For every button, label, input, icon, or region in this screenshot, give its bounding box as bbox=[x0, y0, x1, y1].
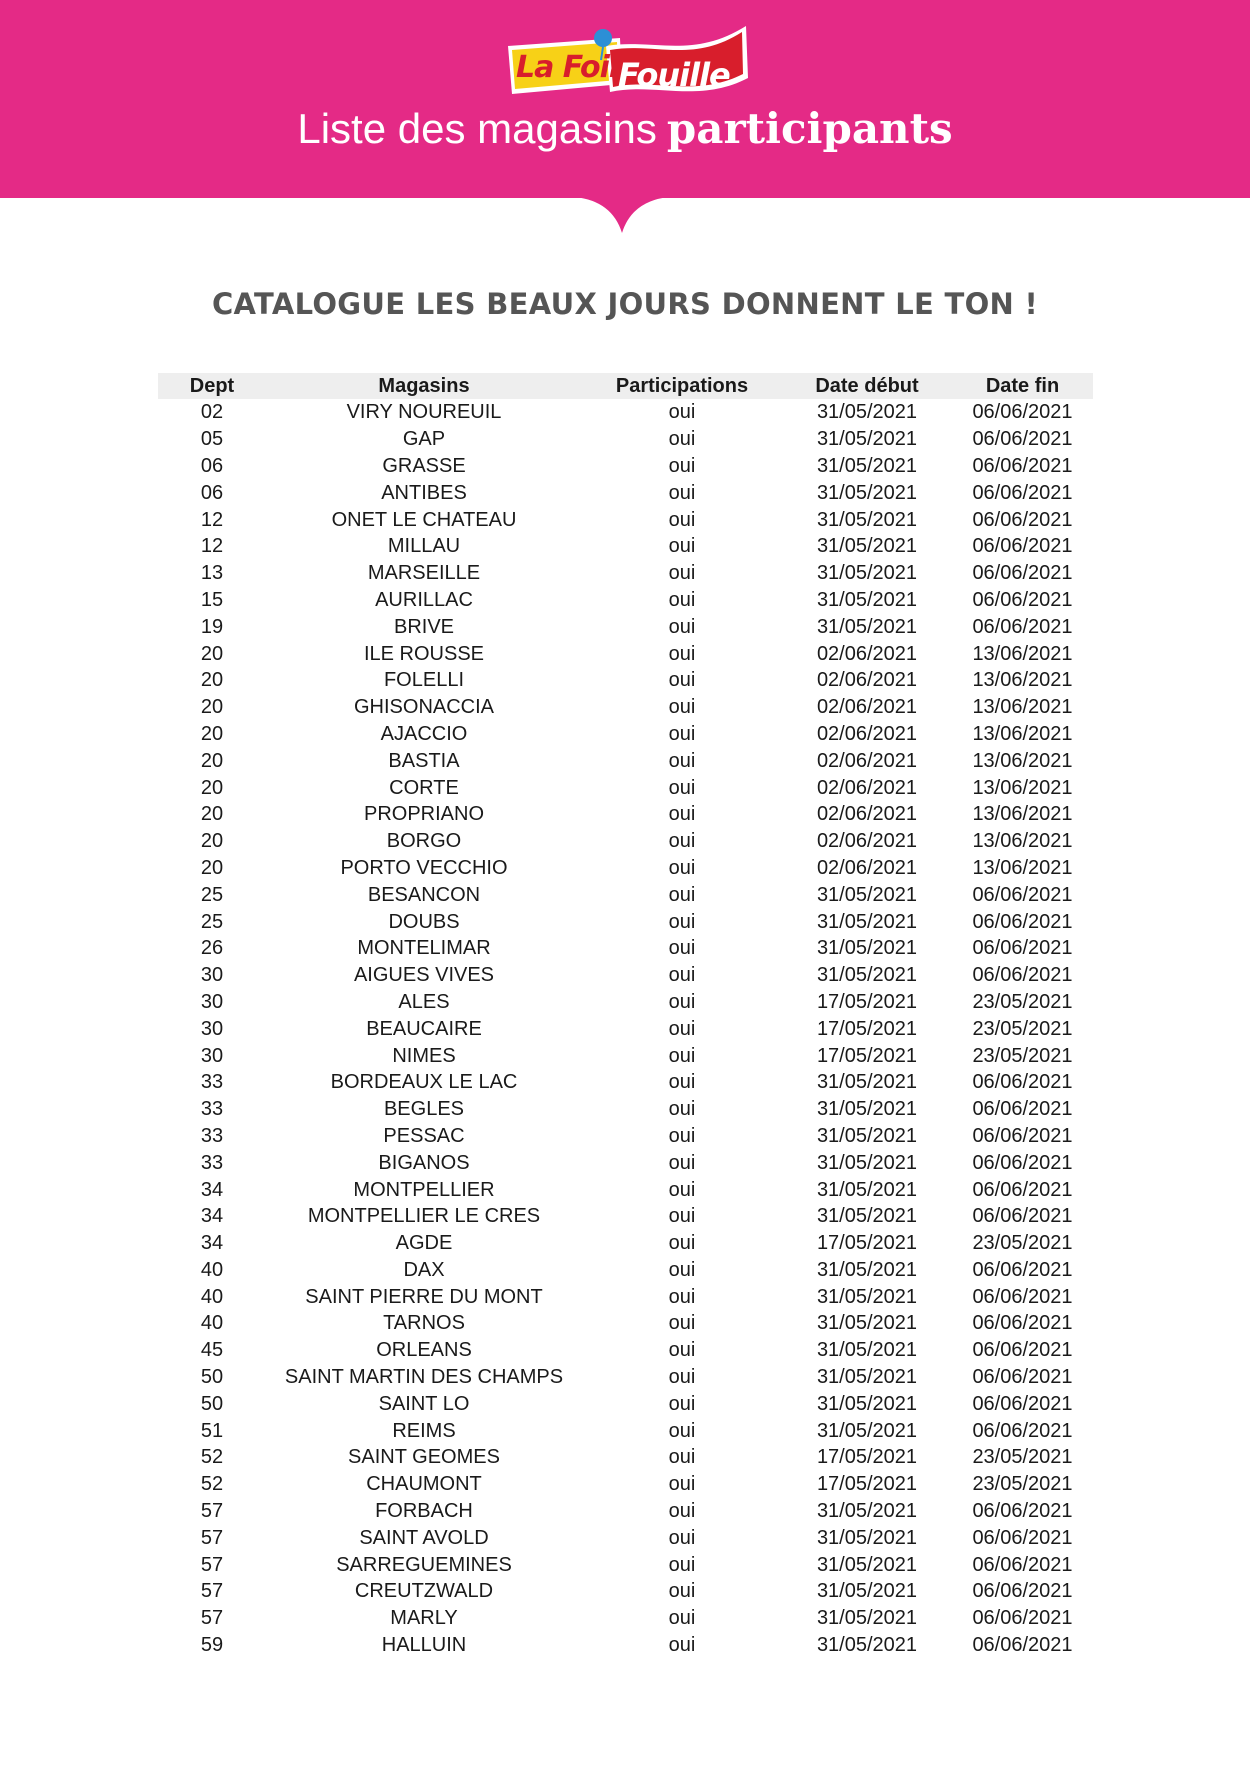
store-name-cell: MARLY bbox=[390, 1607, 458, 1630]
dept-cell: 30 bbox=[200, 1017, 224, 1040]
participation-cell: oui bbox=[668, 1098, 696, 1121]
banner-title-bold: participants bbox=[666, 104, 953, 153]
dept-cell: 20 bbox=[200, 803, 224, 826]
table-row bbox=[158, 506, 1093, 533]
end-date-cell: 06/06/2021 bbox=[972, 481, 1073, 504]
participation-cell: oui bbox=[668, 508, 696, 531]
participation-cell: oui bbox=[668, 1258, 696, 1281]
table-row bbox=[158, 774, 1093, 801]
start-date-cell: 31/05/2021 bbox=[816, 1500, 918, 1523]
participation-cell: oui bbox=[668, 615, 696, 638]
end-date-cell: 06/06/2021 bbox=[972, 615, 1073, 638]
table-row bbox=[158, 828, 1093, 855]
participation-cell: oui bbox=[668, 722, 696, 745]
participation-cell: oui bbox=[668, 830, 696, 853]
start-date-cell: 31/05/2021 bbox=[816, 910, 918, 933]
start-date-cell: 02/06/2021 bbox=[816, 642, 918, 665]
store-name-cell: GHISONACCIA bbox=[353, 696, 495, 719]
store-name-cell: ALES bbox=[398, 990, 450, 1013]
dept-cell: 05 bbox=[200, 428, 224, 451]
dept-cell: 40 bbox=[200, 1312, 224, 1335]
participation-cell: oui bbox=[668, 1526, 696, 1549]
store-name-cell: FOLELLI bbox=[383, 669, 465, 692]
end-date-cell: 06/06/2021 bbox=[972, 1285, 1073, 1308]
dept-cell: 15 bbox=[200, 588, 224, 611]
table-row bbox=[158, 1310, 1093, 1337]
store-name-cell: HALLUIN bbox=[381, 1634, 467, 1657]
participation-cell: oui bbox=[668, 1446, 696, 1469]
banner-title-light: Liste des magasins bbox=[297, 105, 657, 152]
dept-cell: 02 bbox=[200, 401, 224, 424]
dept-cell: 52 bbox=[200, 1446, 224, 1469]
start-date-cell: 31/05/2021 bbox=[816, 1071, 918, 1094]
end-date-cell: 23/05/2021 bbox=[972, 990, 1073, 1013]
start-date-cell: 31/05/2021 bbox=[816, 588, 918, 611]
end-date-cell: 13/06/2021 bbox=[972, 856, 1073, 879]
start-date-cell: 31/05/2021 bbox=[816, 535, 918, 558]
dept-cell: 40 bbox=[200, 1258, 224, 1281]
end-date-cell: 06/06/2021 bbox=[972, 1500, 1073, 1523]
start-date-cell: 31/05/2021 bbox=[816, 1178, 918, 1201]
table-row bbox=[158, 1337, 1093, 1364]
store-name-cell: SAINT LO bbox=[378, 1392, 470, 1415]
end-date-cell: 06/06/2021 bbox=[972, 1124, 1073, 1147]
end-date-cell: 23/05/2021 bbox=[972, 1017, 1073, 1040]
store-name-cell: BORDEAUX LE LAC bbox=[330, 1071, 518, 1094]
store-name-cell: NIMES bbox=[392, 1044, 456, 1067]
end-date-cell: 06/06/2021 bbox=[972, 588, 1073, 611]
start-date-cell: 02/06/2021 bbox=[816, 803, 918, 826]
participation-cell: oui bbox=[668, 964, 696, 987]
table-row bbox=[158, 1605, 1093, 1632]
start-date-cell: 02/06/2021 bbox=[816, 856, 918, 879]
dept-cell: 26 bbox=[200, 937, 224, 960]
table-row bbox=[158, 721, 1093, 748]
participation-cell: oui bbox=[668, 937, 696, 960]
start-date-cell: 31/05/2021 bbox=[816, 937, 918, 960]
start-date-cell: 31/05/2021 bbox=[816, 1553, 918, 1576]
dept-cell: 57 bbox=[200, 1607, 224, 1630]
end-date-cell: 06/06/2021 bbox=[972, 1178, 1073, 1201]
table-row bbox=[158, 1123, 1093, 1150]
start-date-cell: 02/06/2021 bbox=[816, 749, 918, 772]
start-date-cell: 31/05/2021 bbox=[816, 508, 918, 531]
store-name-cell: SARREGUEMINES bbox=[336, 1553, 512, 1576]
table-row bbox=[158, 453, 1093, 480]
dept-cell: 57 bbox=[200, 1526, 224, 1549]
participation-cell: oui bbox=[668, 1285, 696, 1308]
table-row bbox=[158, 694, 1093, 721]
store-name-cell: PORTO VECCHIO bbox=[340, 856, 508, 879]
col-header-magasins: Magasins bbox=[378, 374, 470, 397]
end-date-cell: 06/06/2021 bbox=[972, 964, 1073, 987]
end-date-cell: 06/06/2021 bbox=[972, 1071, 1073, 1094]
start-date-cell: 31/05/2021 bbox=[816, 1151, 918, 1174]
store-name-cell: DOUBS bbox=[388, 910, 460, 933]
end-date-cell: 06/06/2021 bbox=[972, 1339, 1073, 1362]
end-date-cell: 06/06/2021 bbox=[972, 401, 1073, 424]
dept-cell: 45 bbox=[200, 1339, 224, 1362]
dept-cell: 25 bbox=[200, 883, 224, 906]
end-date-cell: 06/06/2021 bbox=[972, 1098, 1073, 1121]
table-row bbox=[158, 1069, 1093, 1096]
dept-cell: 20 bbox=[200, 669, 224, 692]
end-date-cell: 06/06/2021 bbox=[972, 883, 1073, 906]
start-date-cell: 31/05/2021 bbox=[816, 615, 918, 638]
dept-cell: 25 bbox=[200, 910, 224, 933]
end-date-cell: 23/05/2021 bbox=[972, 1446, 1073, 1469]
start-date-cell: 02/06/2021 bbox=[816, 696, 918, 719]
table-row bbox=[158, 1498, 1093, 1525]
participation-cell: oui bbox=[668, 776, 696, 799]
start-date-cell: 17/05/2021 bbox=[816, 1044, 918, 1067]
table-row bbox=[158, 1632, 1093, 1659]
store-name-cell: CREUTZWALD bbox=[354, 1580, 494, 1603]
store-name-cell: BASTIA bbox=[388, 749, 460, 772]
start-date-cell: 31/05/2021 bbox=[816, 1312, 918, 1335]
end-date-cell: 23/05/2021 bbox=[972, 1473, 1073, 1496]
start-date-cell: 31/05/2021 bbox=[816, 964, 918, 987]
table-row bbox=[158, 533, 1093, 560]
start-date-cell: 31/05/2021 bbox=[816, 1339, 918, 1362]
participation-cell: oui bbox=[668, 428, 696, 451]
end-date-cell: 06/06/2021 bbox=[972, 1419, 1073, 1442]
table-row bbox=[158, 613, 1093, 640]
participation-cell: oui bbox=[668, 696, 696, 719]
end-date-cell: 06/06/2021 bbox=[972, 428, 1073, 451]
col-header-date-fin: Date fin bbox=[985, 374, 1060, 397]
store-name-cell: MARSEILLE bbox=[367, 562, 481, 585]
dept-cell: 57 bbox=[200, 1553, 224, 1576]
table-row bbox=[158, 640, 1093, 667]
store-name-cell: BEGLES bbox=[383, 1098, 465, 1121]
participation-cell: oui bbox=[668, 1044, 696, 1067]
participation-cell: oui bbox=[668, 1473, 696, 1496]
dept-cell: 30 bbox=[200, 1044, 224, 1067]
participation-cell: oui bbox=[668, 1205, 696, 1228]
dept-cell: 57 bbox=[200, 1500, 224, 1523]
participation-cell: oui bbox=[668, 883, 696, 906]
dept-cell: 33 bbox=[200, 1098, 224, 1121]
dept-cell: 20 bbox=[200, 830, 224, 853]
participation-cell: oui bbox=[668, 1634, 696, 1657]
participation-cell: oui bbox=[668, 1607, 696, 1630]
end-date-cell: 06/06/2021 bbox=[972, 1580, 1073, 1603]
store-name-cell: ILE ROUSSE bbox=[363, 642, 485, 665]
store-name-cell: AIGUES VIVES bbox=[353, 964, 495, 987]
dept-cell: 20 bbox=[200, 776, 224, 799]
start-date-cell: 31/05/2021 bbox=[816, 562, 918, 585]
start-date-cell: 31/05/2021 bbox=[816, 1205, 918, 1228]
end-date-cell: 13/06/2021 bbox=[972, 749, 1073, 772]
store-name-cell: DAX bbox=[403, 1258, 445, 1281]
banner-notch bbox=[0, 197, 1250, 237]
dept-cell: 57 bbox=[200, 1580, 224, 1603]
end-date-cell: 13/06/2021 bbox=[972, 696, 1073, 719]
table-row bbox=[158, 801, 1093, 828]
start-date-cell: 31/05/2021 bbox=[816, 1634, 918, 1657]
dept-cell: 59 bbox=[200, 1634, 224, 1657]
table-row bbox=[158, 1524, 1093, 1551]
store-name-cell: MONTPELLIER bbox=[353, 1178, 495, 1201]
store-name-cell: SAINT AVOLD bbox=[359, 1526, 489, 1549]
table-row bbox=[158, 747, 1093, 774]
participation-cell: oui bbox=[668, 401, 696, 424]
start-date-cell: 17/05/2021 bbox=[816, 1017, 918, 1040]
logo-text-fouille: Fouille bbox=[618, 56, 730, 94]
store-name-cell: ANTIBES bbox=[381, 481, 467, 504]
store-name-cell: SAINT MARTIN DES CHAMPS bbox=[284, 1366, 564, 1389]
end-date-cell: 06/06/2021 bbox=[972, 1258, 1073, 1281]
start-date-cell: 17/05/2021 bbox=[816, 1232, 918, 1255]
dept-cell: 50 bbox=[200, 1392, 224, 1415]
participation-cell: oui bbox=[668, 910, 696, 933]
table-row bbox=[158, 1176, 1093, 1203]
participation-cell: oui bbox=[668, 642, 696, 665]
participation-cell: oui bbox=[668, 1151, 696, 1174]
table-row bbox=[158, 1096, 1093, 1123]
table-row bbox=[158, 1578, 1093, 1605]
dept-cell: 52 bbox=[200, 1473, 224, 1496]
store-name-cell: AURILLAC bbox=[375, 588, 473, 611]
end-date-cell: 23/05/2021 bbox=[972, 1044, 1073, 1067]
dept-cell: 13 bbox=[200, 562, 224, 585]
store-name-cell: VIRY NOUREUIL bbox=[346, 401, 502, 424]
table-row bbox=[158, 989, 1093, 1016]
participation-cell: oui bbox=[668, 1178, 696, 1201]
table-row bbox=[158, 1015, 1093, 1042]
table-row bbox=[158, 881, 1093, 908]
store-name-cell: BESANCON bbox=[367, 883, 481, 906]
col-header-participations: Participations bbox=[615, 374, 749, 397]
col-header-dept: Dept bbox=[189, 374, 235, 397]
end-date-cell: 06/06/2021 bbox=[972, 454, 1073, 477]
table-row bbox=[158, 962, 1093, 989]
participation-cell: oui bbox=[668, 1366, 696, 1389]
store-name-cell: MONTPELLIER LE CRES bbox=[307, 1205, 541, 1228]
participation-cell: oui bbox=[668, 562, 696, 585]
end-date-cell: 06/06/2021 bbox=[972, 1312, 1073, 1335]
dept-cell: 34 bbox=[200, 1205, 224, 1228]
store-name-cell: MILLAU bbox=[387, 535, 461, 558]
end-date-cell: 13/06/2021 bbox=[972, 669, 1073, 692]
store-name-cell: BRIVE bbox=[393, 615, 455, 638]
start-date-cell: 31/05/2021 bbox=[816, 428, 918, 451]
start-date-cell: 17/05/2021 bbox=[816, 1473, 918, 1496]
participation-cell: oui bbox=[668, 454, 696, 477]
dept-cell: 20 bbox=[200, 749, 224, 772]
store-name-cell: AGDE bbox=[395, 1232, 453, 1255]
store-name-cell: ONET LE CHATEAU bbox=[331, 508, 517, 531]
table-row bbox=[158, 426, 1093, 453]
dept-cell: 33 bbox=[200, 1071, 224, 1094]
la-foir-fouille-logo bbox=[502, 20, 752, 106]
end-date-cell: 13/06/2021 bbox=[972, 776, 1073, 799]
start-date-cell: 31/05/2021 bbox=[816, 1124, 918, 1147]
end-date-cell: 06/06/2021 bbox=[972, 1526, 1073, 1549]
end-date-cell: 13/06/2021 bbox=[972, 803, 1073, 826]
start-date-cell: 31/05/2021 bbox=[816, 1392, 918, 1415]
store-name-cell: AJACCIO bbox=[380, 722, 468, 745]
participation-cell: oui bbox=[668, 749, 696, 772]
banner-title bbox=[0, 104, 1250, 153]
store-name-cell: GRASSE bbox=[382, 454, 466, 477]
logo-text-la-foir: La Foir bbox=[516, 50, 623, 85]
participation-cell: oui bbox=[668, 535, 696, 558]
store-name-cell: MONTELIMAR bbox=[357, 937, 491, 960]
dept-cell: 30 bbox=[200, 964, 224, 987]
end-date-cell: 13/06/2021 bbox=[972, 642, 1073, 665]
participation-cell: oui bbox=[668, 1312, 696, 1335]
start-date-cell: 31/05/2021 bbox=[816, 1258, 918, 1281]
participation-cell: oui bbox=[668, 669, 696, 692]
start-date-cell: 02/06/2021 bbox=[816, 776, 918, 799]
dept-cell: 19 bbox=[200, 615, 224, 638]
participation-cell: oui bbox=[668, 1500, 696, 1523]
dept-cell: 40 bbox=[200, 1285, 224, 1308]
table-row bbox=[158, 560, 1093, 587]
store-name-cell: BIGANOS bbox=[378, 1151, 470, 1174]
table-row bbox=[158, 479, 1093, 506]
table-row bbox=[158, 1444, 1093, 1471]
start-date-cell: 02/06/2021 bbox=[816, 830, 918, 853]
participation-cell: oui bbox=[668, 1419, 696, 1442]
end-date-cell: 06/06/2021 bbox=[972, 562, 1073, 585]
participation-cell: oui bbox=[668, 1124, 696, 1147]
table-row bbox=[158, 1364, 1093, 1391]
dept-cell: 34 bbox=[200, 1232, 224, 1255]
table-row bbox=[158, 1149, 1093, 1176]
table-row bbox=[158, 399, 1093, 426]
start-date-cell: 17/05/2021 bbox=[816, 990, 918, 1013]
store-name-cell: GAP bbox=[402, 428, 446, 451]
start-date-cell: 31/05/2021 bbox=[816, 401, 918, 424]
participation-cell: oui bbox=[668, 990, 696, 1013]
start-date-cell: 02/06/2021 bbox=[816, 669, 918, 692]
participation-cell: oui bbox=[668, 803, 696, 826]
table-row bbox=[158, 1042, 1093, 1069]
table-row bbox=[158, 908, 1093, 935]
end-date-cell: 13/06/2021 bbox=[972, 722, 1073, 745]
dept-cell: 33 bbox=[200, 1124, 224, 1147]
col-header-date-debut: Date début bbox=[815, 374, 919, 397]
table-row bbox=[158, 1471, 1093, 1498]
store-name-cell: BEAUCAIRE bbox=[366, 1017, 482, 1040]
participation-cell: oui bbox=[668, 588, 696, 611]
end-date-cell: 06/06/2021 bbox=[972, 508, 1073, 531]
table-row bbox=[158, 935, 1093, 962]
dept-cell: 51 bbox=[200, 1419, 224, 1442]
start-date-cell: 17/05/2021 bbox=[816, 1446, 918, 1469]
end-date-cell: 23/05/2021 bbox=[972, 1232, 1073, 1255]
dept-cell: 12 bbox=[200, 508, 224, 531]
dept-cell: 20 bbox=[200, 696, 224, 719]
participation-cell: oui bbox=[668, 1339, 696, 1362]
end-date-cell: 06/06/2021 bbox=[972, 535, 1073, 558]
end-date-cell: 06/06/2021 bbox=[972, 1634, 1073, 1657]
end-date-cell: 06/06/2021 bbox=[972, 937, 1073, 960]
table-row bbox=[158, 1283, 1093, 1310]
participation-cell: oui bbox=[668, 1071, 696, 1094]
end-date-cell: 06/06/2021 bbox=[972, 1607, 1073, 1630]
end-date-cell: 06/06/2021 bbox=[972, 1205, 1073, 1228]
participation-cell: oui bbox=[668, 856, 696, 879]
table-header-row bbox=[158, 373, 1093, 399]
participation-cell: oui bbox=[668, 1232, 696, 1255]
start-date-cell: 31/05/2021 bbox=[816, 481, 918, 504]
store-name-cell: PROPRIANO bbox=[363, 803, 485, 826]
dept-cell: 20 bbox=[200, 722, 224, 745]
participation-cell: oui bbox=[668, 1017, 696, 1040]
store-name-cell: FORBACH bbox=[375, 1500, 473, 1523]
dept-cell: 34 bbox=[200, 1178, 224, 1201]
participation-cell: oui bbox=[668, 1553, 696, 1576]
participation-cell: oui bbox=[668, 1580, 696, 1603]
store-name-cell: TARNOS bbox=[383, 1312, 465, 1335]
dept-cell: 12 bbox=[200, 535, 224, 558]
start-date-cell: 31/05/2021 bbox=[816, 1285, 918, 1308]
start-date-cell: 02/06/2021 bbox=[816, 722, 918, 745]
start-date-cell: 31/05/2021 bbox=[816, 1098, 918, 1121]
table-row bbox=[158, 1203, 1093, 1230]
table-row bbox=[158, 1417, 1093, 1444]
participation-cell: oui bbox=[668, 1392, 696, 1415]
store-name-cell: REIMS bbox=[392, 1419, 456, 1442]
store-name-cell: BORGO bbox=[386, 830, 462, 853]
store-name-cell: PESSAC bbox=[383, 1124, 465, 1147]
table-row bbox=[158, 667, 1093, 694]
table-row bbox=[158, 1257, 1093, 1284]
dept-cell: 50 bbox=[200, 1366, 224, 1389]
dept-cell: 20 bbox=[200, 856, 224, 879]
dept-cell: 33 bbox=[200, 1151, 224, 1174]
dept-cell: 06 bbox=[200, 481, 224, 504]
dept-cell: 20 bbox=[200, 642, 224, 665]
store-name-cell: SAINT GEOMES bbox=[348, 1446, 500, 1469]
start-date-cell: 31/05/2021 bbox=[816, 454, 918, 477]
table-row bbox=[158, 587, 1093, 614]
table-body bbox=[158, 399, 1093, 1658]
start-date-cell: 31/05/2021 bbox=[816, 883, 918, 906]
end-date-cell: 06/06/2021 bbox=[972, 1392, 1073, 1415]
start-date-cell: 31/05/2021 bbox=[816, 1526, 918, 1549]
table-row bbox=[158, 1551, 1093, 1578]
table-row bbox=[158, 1230, 1093, 1257]
table-row bbox=[158, 1390, 1093, 1417]
end-date-cell: 06/06/2021 bbox=[972, 910, 1073, 933]
start-date-cell: 31/05/2021 bbox=[816, 1580, 918, 1603]
table-row bbox=[158, 855, 1093, 882]
store-name-cell: SAINT PIERRE DU MONT bbox=[305, 1285, 543, 1308]
start-date-cell: 31/05/2021 bbox=[816, 1607, 918, 1630]
stores-table bbox=[158, 373, 1093, 1658]
dept-cell: 06 bbox=[200, 454, 224, 477]
catalog-title: CATALOGUE LES BEAUX JOURS DONNENT LE TON ! bbox=[211, 287, 1039, 321]
start-date-cell: 31/05/2021 bbox=[816, 1366, 918, 1389]
end-date-cell: 06/06/2021 bbox=[972, 1366, 1073, 1389]
store-name-cell: ORLEANS bbox=[376, 1339, 472, 1362]
participation-cell: oui bbox=[668, 481, 696, 504]
end-date-cell: 13/06/2021 bbox=[972, 830, 1073, 853]
dept-cell: 30 bbox=[200, 990, 224, 1013]
store-name-cell: CHAUMONT bbox=[366, 1473, 482, 1496]
store-name-cell: CORTE bbox=[389, 776, 459, 799]
start-date-cell: 31/05/2021 bbox=[816, 1419, 918, 1442]
end-date-cell: 06/06/2021 bbox=[972, 1151, 1073, 1174]
header-banner bbox=[0, 0, 1250, 198]
end-date-cell: 06/06/2021 bbox=[972, 1553, 1073, 1576]
